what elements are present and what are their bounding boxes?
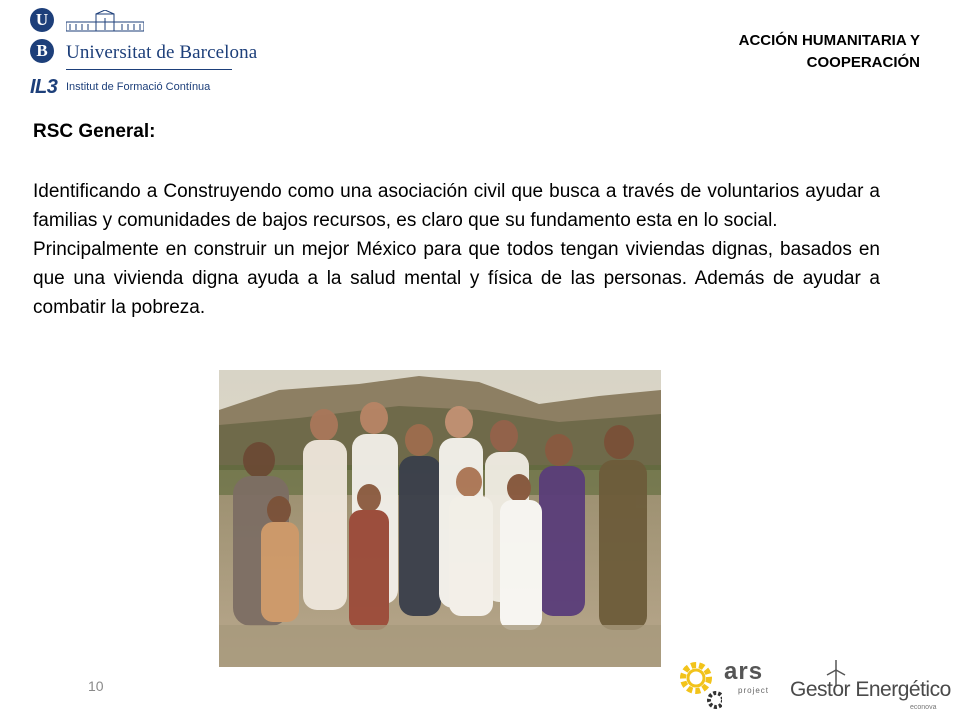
body-text (33, 177, 880, 322)
section-title: RSC General: (33, 121, 156, 142)
institute-name: Institut de Formació Contínua (66, 81, 211, 93)
ars-logo-subtext: project (738, 686, 770, 695)
il3-mark: IL3 (30, 76, 58, 98)
volunteers-group-photo (219, 370, 661, 667)
university-name: Universitat de Barcelona (66, 42, 258, 63)
university-building-icon (66, 10, 144, 32)
header-title-line1: ACCIÓN HUMANITARIA Y (738, 32, 920, 49)
photo-illustration (219, 370, 661, 667)
university-divider (66, 69, 232, 70)
paragraph-1: Identificando a Construyendo como una asociación civil que busca a través de voluntarios ayudar a familias y comunidades de bajos recursos, es claro que su fundamento esta en lo social. (33, 181, 880, 231)
gestor-energetico-logo (790, 664, 950, 714)
paragraph-2: Principalmente en construir un mejor México para que todos tengan viviendas dignas, basados en que una vivienda digna ayuda a la salud mental y física de las personas. Además de ayudar a combatir la pobreza. (33, 239, 880, 318)
ub-b-badge-icon: B (30, 39, 54, 63)
ars-project-logo (676, 656, 780, 712)
ub-u-badge-icon: U (30, 8, 54, 32)
university-logo (30, 6, 258, 98)
page-header-title (660, 30, 920, 74)
gestor-logo-text: Gestor Energético (790, 678, 951, 701)
page-number: 10 (88, 678, 104, 694)
gestor-logo-subtext: econova (910, 704, 937, 711)
ars-logo-text: ars (724, 658, 764, 685)
header-title-line2: COOPERACIÓN (806, 54, 920, 71)
gear-icon (676, 656, 722, 712)
